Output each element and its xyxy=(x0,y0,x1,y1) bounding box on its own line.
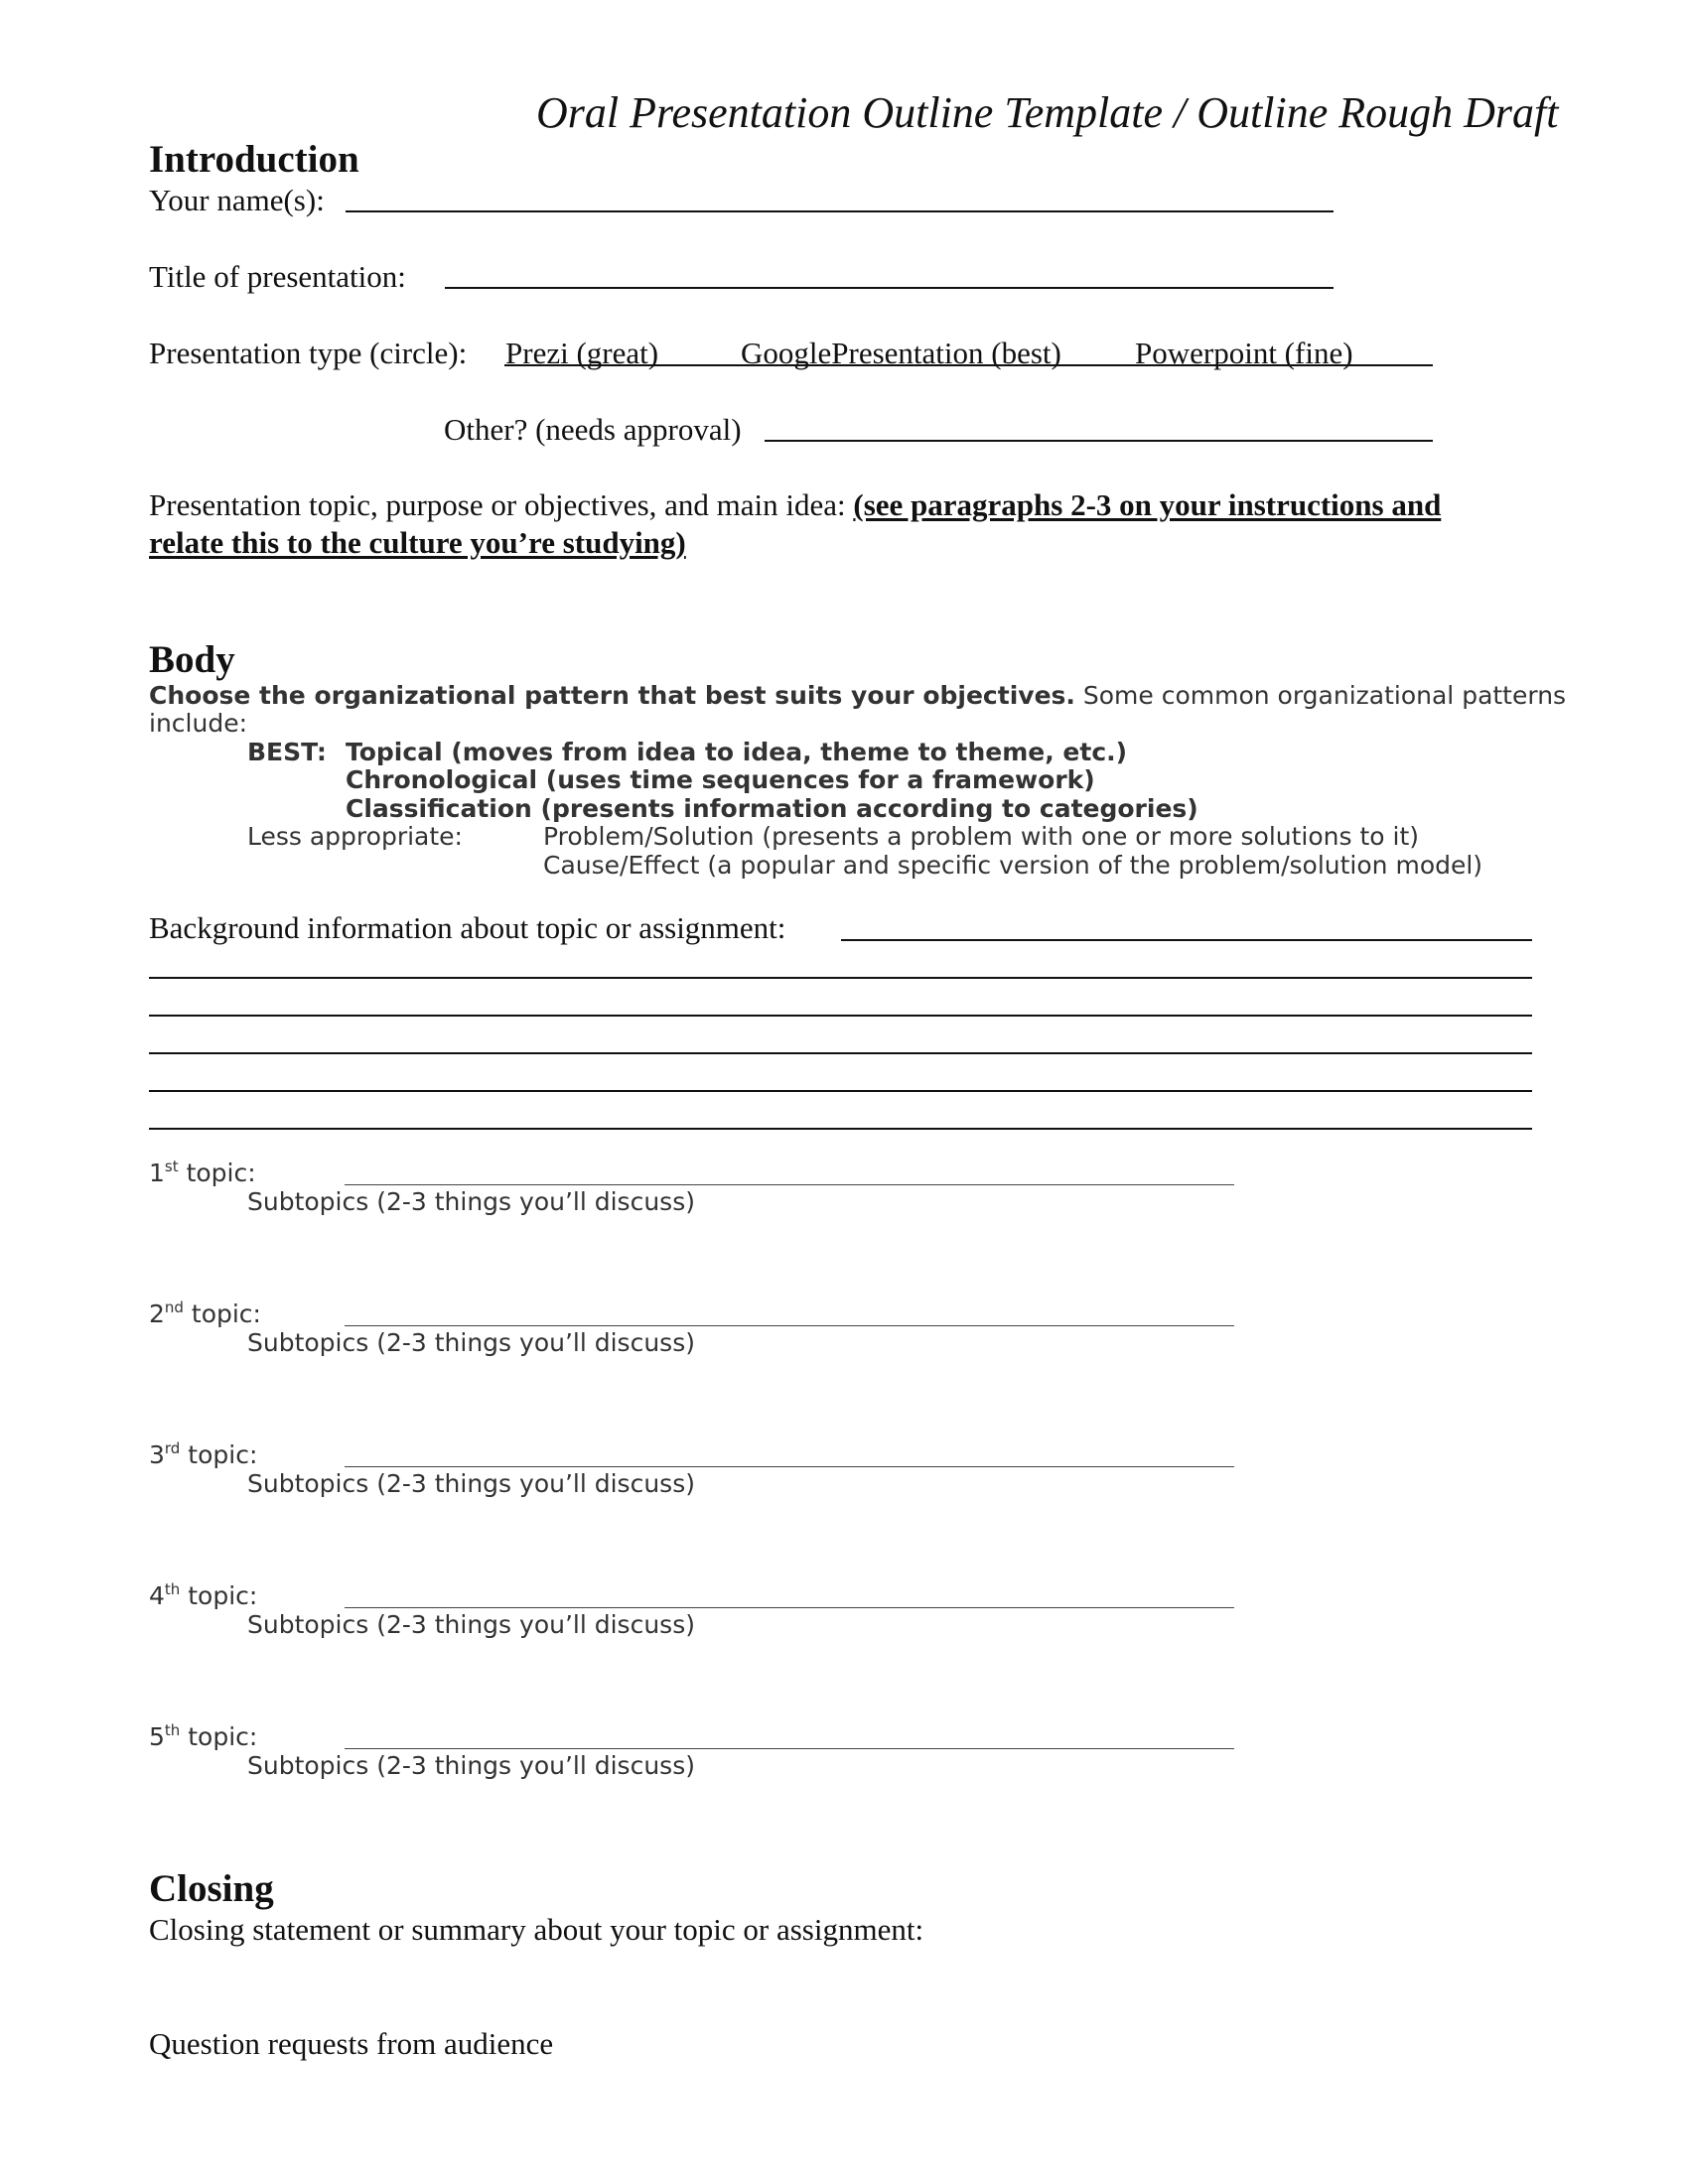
topic-word: topic: xyxy=(188,1440,258,1469)
topic-label-5 xyxy=(149,1722,257,1751)
topic-field-2[interactable] xyxy=(345,1325,1234,1326)
body-heading: Body xyxy=(149,638,235,681)
question-requests-label: Question requests from audience xyxy=(149,2026,554,2061)
topic-ordinal: st xyxy=(164,1158,179,1175)
organizational-pattern-bold: Choose the organizational pattern that best suits your objectives. xyxy=(149,681,1075,710)
type-option-google-presentation[interactable]: GooglePresentation (best) xyxy=(741,336,1061,370)
name-field[interactable] xyxy=(346,210,1334,212)
topic-word: topic: xyxy=(188,1581,258,1610)
subtopics-label-5: Subtopics (2-3 things you’ll discuss) xyxy=(247,1751,695,1780)
topic-purpose-label xyxy=(149,487,1441,523)
best-label: BEST: xyxy=(247,738,327,766)
subtopics-label-3: Subtopics (2-3 things you’ll discuss) xyxy=(247,1469,695,1498)
organizational-pattern-cont: include: xyxy=(149,709,247,738)
title-label: Title of presentation: xyxy=(149,259,406,294)
background-field-line-2[interactable] xyxy=(149,977,1532,979)
closing-statement-label: Closing statement or summary about your topic or assignment: xyxy=(149,1912,924,1947)
title-field[interactable] xyxy=(445,287,1334,289)
background-field-line-4[interactable] xyxy=(149,1052,1532,1054)
topic-word: topic: xyxy=(191,1299,261,1328)
presentation-type-label: Presentation type (circle): xyxy=(149,336,468,370)
pattern-cause-effect: Cause/Effect (a popular and specific version of the problem/solution model) xyxy=(543,851,1483,880)
topic-number: 5 xyxy=(149,1722,165,1751)
introduction-heading: Introduction xyxy=(149,138,359,181)
type-option-prezi[interactable]: Prezi (great) xyxy=(505,336,659,370)
pattern-problem-solution: Problem/Solution (presents a problem with one or more solutions to it) xyxy=(543,822,1420,851)
background-field-line-6[interactable] xyxy=(149,1128,1532,1130)
subtopics-label-2: Subtopics (2-3 things you’ll discuss) xyxy=(247,1328,695,1357)
topic-ordinal: th xyxy=(164,1580,181,1598)
topic-purpose-note-cont: relate this to the culture you’re studying) xyxy=(149,525,686,560)
topic-number: 3 xyxy=(149,1440,165,1469)
pattern-chronological: Chronological (uses time sequences for a framework) xyxy=(346,765,1095,794)
topic-label-3 xyxy=(149,1440,257,1469)
topic-purpose-text: Presentation topic, purpose or objectives, and main idea: xyxy=(149,487,846,522)
other-field[interactable] xyxy=(765,440,1433,442)
name-label: Your name(s): xyxy=(149,183,325,217)
background-field-line-1[interactable] xyxy=(841,939,1532,941)
topic-word: topic: xyxy=(186,1159,256,1187)
topic-ordinal: rd xyxy=(164,1439,181,1457)
background-field-line-3[interactable] xyxy=(149,1015,1532,1017)
less-appropriate-label: Less appropriate: xyxy=(247,822,463,851)
organizational-pattern-intro xyxy=(149,681,1566,710)
topic-field-1[interactable] xyxy=(345,1184,1234,1185)
subtopics-label-4: Subtopics (2-3 things you’ll discuss) xyxy=(247,1610,695,1639)
closing-heading: Closing xyxy=(149,1867,274,1910)
topic-field-3[interactable] xyxy=(345,1466,1234,1467)
topic-word: topic: xyxy=(188,1722,258,1751)
topic-purpose-note: (see paragraphs 2-3 on your instructions and xyxy=(853,487,1442,522)
topic-number: 1 xyxy=(149,1159,165,1187)
document-title: Oral Presentation Outline Template / Outline Rough Draft xyxy=(536,88,1559,137)
pattern-classification: Classification (presents information according to categories) xyxy=(346,794,1198,823)
topic-field-5[interactable] xyxy=(345,1748,1234,1749)
topic-number: 2 xyxy=(149,1299,165,1328)
topic-field-4[interactable] xyxy=(345,1607,1234,1608)
topic-ordinal: nd xyxy=(164,1298,184,1316)
topic-ordinal: th xyxy=(164,1721,181,1739)
topic-label-2 xyxy=(149,1299,261,1328)
organizational-pattern-rest: Some common organizational patterns xyxy=(1082,681,1567,710)
pattern-topical: Topical (moves from idea to idea, theme to theme, etc.) xyxy=(346,738,1128,766)
topic-label-4 xyxy=(149,1581,257,1610)
subtopics-label-1: Subtopics (2-3 things you’ll discuss) xyxy=(247,1187,695,1216)
other-label: Other? (needs approval) xyxy=(444,412,742,447)
type-option-powerpoint[interactable]: Powerpoint (fine) xyxy=(1135,336,1353,370)
background-label: Background information about topic or assignment: xyxy=(149,910,786,945)
background-field-line-5[interactable] xyxy=(149,1090,1532,1092)
topic-number: 4 xyxy=(149,1581,165,1610)
topic-label-1 xyxy=(149,1159,256,1187)
